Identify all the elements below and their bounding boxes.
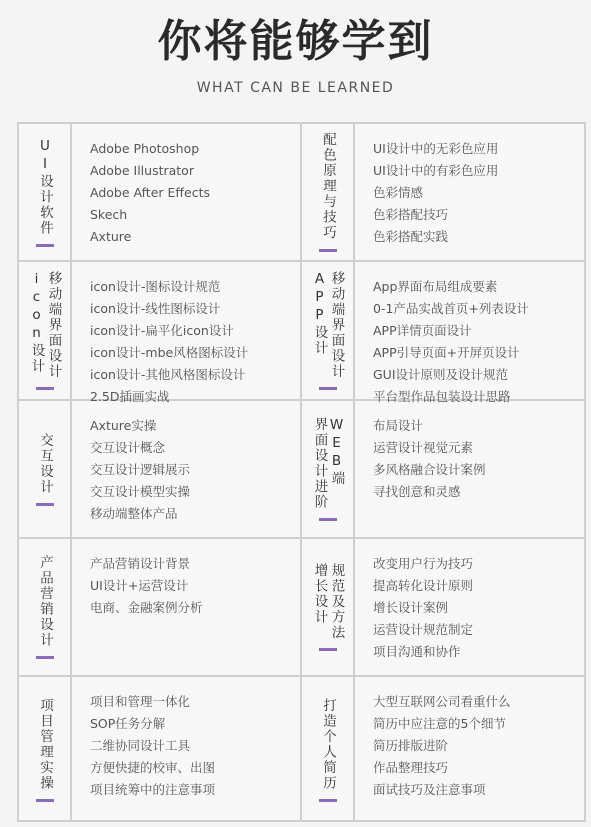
- topic-item: 产品营销设计背景: [90, 556, 191, 571]
- section-title: 项目管理实操: [37, 697, 53, 791]
- topic-item: 运营设计规范制定: [373, 622, 474, 637]
- topic-item: Adobe Illustrator: [90, 163, 194, 178]
- section-label-right-4: [302, 677, 353, 822]
- topic-item: 色彩搭配实践: [373, 229, 449, 244]
- topic-item: 寻找创意和灵感: [373, 484, 461, 499]
- column-divider: [70, 124, 72, 820]
- topic-item: Axture实操: [90, 418, 157, 433]
- accent-bar: [319, 387, 337, 390]
- topic-item: 色彩搭配技巧: [373, 207, 449, 222]
- topic-item: 简历中应注意的5个细节: [373, 716, 506, 731]
- topic-item: icon设计-其他风格图标设计: [90, 367, 246, 382]
- topic-item: 2.5D插画实战: [90, 389, 170, 404]
- section-label-left-4: [19, 677, 70, 822]
- topic-item: APP详情页面设计: [373, 323, 472, 338]
- topic-item: 布局设计: [373, 418, 424, 433]
- topic-item: 运营设计视觉元素: [373, 440, 474, 455]
- topic-item: 电商、金融案例分析: [90, 600, 203, 615]
- section-label-right-1: [302, 262, 353, 399]
- topic-item: 方便快捷的校审、出图: [90, 760, 216, 775]
- topic-item: 项目统筹中的注意事项: [90, 782, 216, 797]
- topic-item: UI设计中的有彩色应用: [373, 163, 499, 178]
- section-title: icon设计: [28, 270, 45, 374]
- topic-item: 色彩情感: [373, 185, 424, 200]
- column-divider: [353, 124, 355, 820]
- section-title: 交互设计: [37, 432, 53, 495]
- topic-item: 简历排版进阶: [373, 738, 449, 753]
- page-subtitle: WHAT CAN BE LEARNED: [196, 80, 395, 96]
- topic-list-left-2: [90, 415, 190, 525]
- topic-item: icon设计-线性图标设计: [90, 301, 221, 316]
- topic-item: GUI设计原则及设计规范: [373, 367, 509, 382]
- page-title: 你将能够学到: [157, 16, 434, 67]
- topic-item: icon设计-扁平化icon设计: [90, 323, 234, 338]
- topic-item: 平台型作品包装设计思路: [373, 389, 511, 404]
- accent-bar: [319, 249, 337, 252]
- topic-item: icon设计-图标设计规范: [90, 279, 221, 294]
- topic-list-left-3: [90, 553, 203, 619]
- topic-item: Skech: [90, 207, 128, 222]
- accent-bar: [36, 503, 54, 506]
- topic-item: Axture: [90, 229, 132, 244]
- topic-item: APP引导页面+开屏页设计: [373, 345, 520, 360]
- section-label-right-3: [302, 539, 353, 675]
- section-label-right-2: [302, 401, 353, 537]
- topic-item: 面试技巧及注意事项: [373, 782, 486, 797]
- accent-bar: [319, 648, 337, 651]
- section-label-left-1: [19, 262, 70, 399]
- topic-item: icon设计-mbe风格图标设计: [90, 345, 249, 360]
- topic-item: 增长设计案例: [373, 600, 449, 615]
- section-label-right-0: [302, 124, 353, 260]
- section-label-left-2: [19, 401, 70, 537]
- topic-item: 项目沟通和协作: [373, 644, 461, 659]
- section-title: 移动端界面设计: [45, 270, 62, 380]
- section-title: 产品营销设计: [37, 555, 53, 648]
- topic-item: 交互设计概念: [90, 440, 166, 455]
- topic-list-left-1: [90, 276, 248, 408]
- topic-item: 多风格融合设计案例: [373, 462, 486, 477]
- accent-bar: [36, 387, 54, 390]
- section-title: WEB端: [328, 417, 345, 487]
- topic-list-right-2: [373, 415, 486, 503]
- topic-item: UI设计中的无彩色应用: [373, 141, 499, 156]
- section-label-left-3: [19, 539, 70, 675]
- topic-list-left-0: [90, 138, 210, 248]
- section-title: 配色原理与技巧: [320, 132, 336, 241]
- accent-bar: [319, 518, 337, 521]
- accent-bar: [36, 244, 54, 247]
- topic-item: 0-1产品实战首页+列表设计: [373, 301, 529, 316]
- topic-item: 移动端整体产品: [90, 506, 178, 521]
- section-title: 规范及方法: [328, 562, 345, 641]
- section-title: 界面设计进阶: [311, 417, 328, 510]
- topic-list-right-1: [373, 276, 529, 408]
- topic-item: 作品整理技巧: [373, 760, 449, 775]
- topic-item: SOP任务分解: [90, 716, 166, 731]
- accent-bar: [36, 799, 54, 802]
- topic-item: 二维协同设计工具: [90, 738, 191, 753]
- topic-list-right-4: [373, 691, 511, 801]
- section-title: 打造个人简历: [320, 697, 336, 791]
- accent-bar: [36, 656, 54, 659]
- curriculum-grid: [17, 122, 586, 822]
- topic-item: Adobe Photoshop: [90, 141, 200, 156]
- section-title: 移动端界面设计: [328, 270, 345, 380]
- section-title: UI设计软件: [37, 137, 53, 236]
- topic-list-left-4: [90, 691, 215, 801]
- topic-list-right-0: [373, 138, 498, 248]
- topic-item: Adobe After Effects: [90, 185, 210, 200]
- accent-bar: [319, 799, 337, 802]
- section-title: APP设计: [311, 270, 328, 356]
- topic-item: 大型互联网公司看重什么: [373, 694, 511, 709]
- topic-item: 交互设计模型实操: [90, 484, 191, 499]
- section-title: 增长设计: [311, 562, 328, 625]
- topic-item: 项目和管理一体化: [90, 694, 191, 709]
- topic-list-right-3: [373, 553, 473, 663]
- topic-item: 改变用户行为技巧: [373, 556, 474, 571]
- topic-item: 提高转化设计原则: [373, 578, 474, 593]
- topic-item: App界面布局组成要素: [373, 279, 498, 294]
- topic-item: UI设计+运营设计: [90, 578, 189, 593]
- section-label-left-0: [19, 124, 70, 260]
- topic-item: 交互设计逻辑展示: [90, 462, 191, 477]
